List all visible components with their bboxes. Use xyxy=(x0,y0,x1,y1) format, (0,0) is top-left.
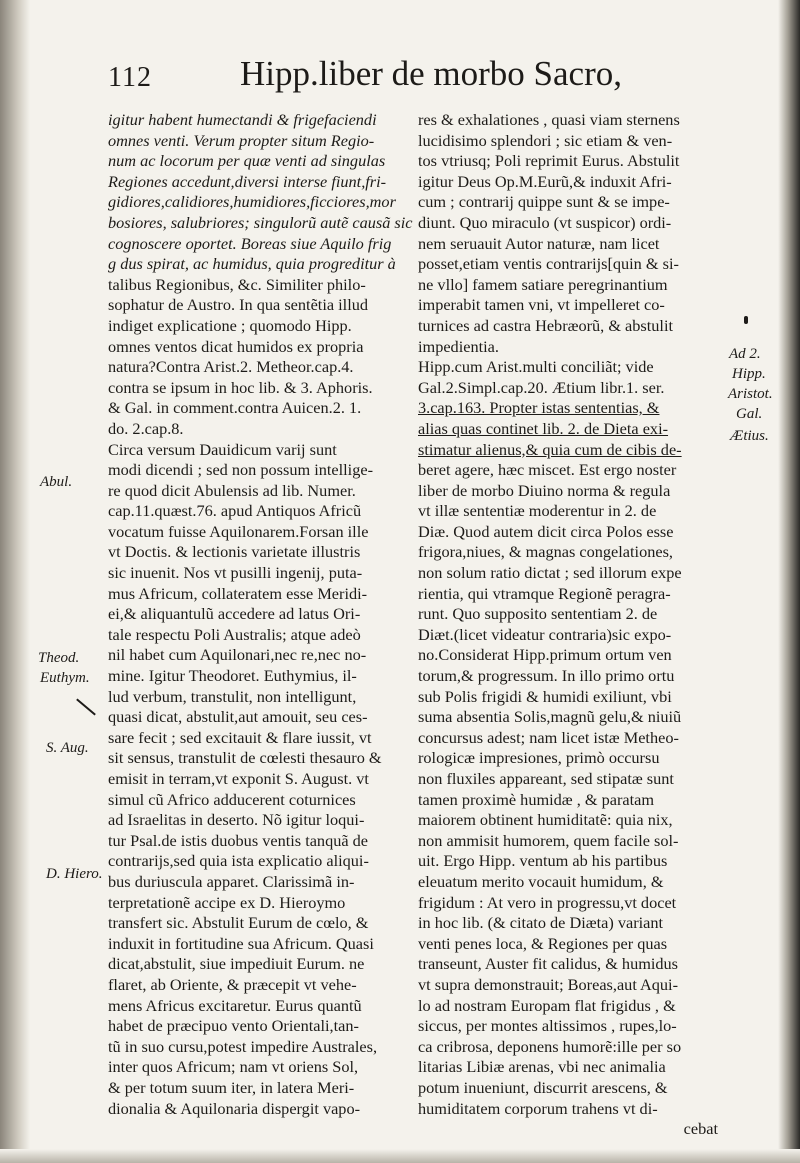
right-column-text-line: siccus, per montes altissimos , rupes,lo- xyxy=(418,1016,677,1036)
right-column-text-line: Diæ. Quod autem dicit circa Polos esse xyxy=(418,521,674,541)
left-column-text-line: nil habet cum Aquilonari,nec re,nec no- xyxy=(108,645,367,665)
margin-note-abul: Abul. xyxy=(40,474,73,490)
right-column-text-line: no.Considerat Hipp.primum ortum ven xyxy=(418,645,672,665)
left-column-text-line: & Gal. in comment.contra Auicen.2. 1. xyxy=(108,398,362,418)
right-column-text-line: turnices ad castra Hebræorũ, & abstulit xyxy=(418,315,673,335)
page-bottom-shadow xyxy=(0,1149,800,1163)
right-column-text-line: igitur Deus Op.M.Eurũ,& induxit Afri- xyxy=(418,171,672,191)
right-column-text-line: impedientia. xyxy=(418,336,499,356)
right-column-text-line: frigidum : At vero in progressu,vt docet xyxy=(418,892,677,912)
left-column-text-line: talibus Regionibus, &c. Similiter philo- xyxy=(108,274,366,294)
left-column-text-line: Regiones accedunt,diversi interse fiunt,fri- xyxy=(108,171,387,191)
right-column-text-line: transeunt, Auster fit calidus, & humidus xyxy=(418,954,679,974)
right-column-text-line: potum inueniunt, discurrit arescens, & xyxy=(418,1077,668,1097)
margin-note-hipp: Hipp. xyxy=(732,366,766,382)
right-column-text-line: torum,& progressum. In illo primo ortu xyxy=(418,666,675,686)
left-column-text-line: mine. Igitur Theodoret. Euthymius, il- xyxy=(108,666,357,686)
right-column-text-line: maiorem obtinent humiditatẽ: quia nix, xyxy=(418,810,673,830)
right-column-text-line: rientia, qui vtramque Regionẽ peragra- xyxy=(418,583,671,603)
right-column-text-line: runt. Quo supposito sententiam 2. de xyxy=(418,604,658,624)
left-column-text-line: num ac locorum per quæ venti ad singulas xyxy=(108,151,386,171)
right-column-text-line: concursus adest; nam licet istæ Metheo- xyxy=(418,727,679,747)
page-left-shadow xyxy=(0,0,30,1163)
right-column-text-line: non ammisit humorem, quem facile sol- xyxy=(418,830,679,850)
left-column-text-line: re quod dicit Abulensis ad lib. Numer. xyxy=(108,480,356,500)
right-column-text-line: res & exhalationes , quasi viam sternens xyxy=(418,110,680,129)
right-column-text-line: sub Polis frigidi & humidi exiliunt, vbi xyxy=(418,686,672,706)
right-column-text-line: lo ad nostram Europam flat frigidus , & xyxy=(418,995,676,1015)
left-column-text-line: dionalia & Aquilonaria dispergit vapo- xyxy=(108,1098,361,1118)
left-column-text-line: flaret, ab Oriente, & præcepit vt vehe- xyxy=(108,974,357,994)
left-column-text-line: tur Psal.de istis duobus ventis tanquã de xyxy=(108,830,369,850)
left-column-text-line: do. 2.cap.8. xyxy=(108,418,184,438)
left-column-text-line: gidiores,calidiores,humidiores,ficciores,mor xyxy=(108,192,396,212)
left-column-text-line: terpretationẽ accipe ex D. Hieroymo xyxy=(108,892,346,912)
running-title: Hipp.liber de morbo Sacro, xyxy=(240,54,622,93)
left-column-text-line: omnes venti. Verum propter situm Regio- xyxy=(108,130,375,150)
right-column-text-line: non fluxiles appareant, sed stipatæ sunt xyxy=(418,769,674,788)
margin-note-ad2: Ad 2. xyxy=(729,346,761,362)
right-column-text-line: tamen proximè humidæ , & paratam xyxy=(418,789,655,809)
right-column-text-line: tos vtriusq; Poli reprimit Eurus. Abstulit xyxy=(418,151,680,171)
margin-pen-stroke xyxy=(76,699,96,716)
right-column-text-line: alias quas continet lib. 2. de Dieta exi- xyxy=(418,418,669,438)
left-column-text-line: mens Africus excitaretur. Eurus quantũ xyxy=(108,995,362,1015)
left-column-text-line: lud verbum, transtulit, non intelligunt, xyxy=(108,686,357,706)
right-column-text-line: ca cribrosa, deponens humorẽ:ille per so xyxy=(418,1036,682,1056)
left-column-text-line: quasi dicat, abstulit,aut amouit, seu ces- xyxy=(108,707,368,727)
left-column-text-line: inter quos Africum; nam vt oriens Sol, xyxy=(108,1057,359,1077)
right-column-text-line: suma absentia Solis,magnũ gelu,& niuiũ xyxy=(418,707,682,727)
left-column-text-line: mus Africum, collateratem esse Meridi- xyxy=(108,583,368,603)
right-column-text-line: beret agere, hæc miscet. Est ergo noster xyxy=(418,460,677,480)
margin-note-aetius: Ætius. xyxy=(730,428,769,444)
right-column-text-line: uit. Ergo Hipp. ventum ab his partibus xyxy=(418,851,668,871)
left-column-text-line: sic inuenit. Nos vt pusilli ingenij, puta- xyxy=(108,563,363,583)
left-column-text-line: contra se ipsum in hoc lib. & 3. Aphoris. xyxy=(108,377,373,397)
left-column-text-line: ad Israelitas in deserto. Nõ igitur loqui- xyxy=(108,810,365,830)
page-number: 112 xyxy=(108,62,152,93)
right-column-text-line: stimatur alienus,& quia cum de cibis de- xyxy=(418,439,682,459)
right-text-column xyxy=(418,110,718,1140)
left-column-text-line: vocatum fuisse Aquilonarem.Forsan ille xyxy=(108,521,369,541)
left-column-text-line: & per totum suum iter, in latera Meri- xyxy=(108,1077,355,1097)
right-column-text-line: ne vllo] famem satiare peregrinantium xyxy=(418,274,668,294)
right-column-text-line: frigora,niues, & magnas congelationes, xyxy=(418,542,673,562)
left-column-text-line: habet de præcipuo vento Orientali,tan- xyxy=(108,1016,359,1036)
left-column-text-line: modi dicendi ; sed non possum intellige- xyxy=(108,460,373,480)
left-column-text-line: dicat,abstulit, siue impediuit Eurum. ne xyxy=(108,954,365,974)
left-column-text-line: bosiores, salubriores; singulorũ autẽ causã sic xyxy=(108,212,413,232)
left-text-column xyxy=(108,110,412,1119)
right-column-text-line: diunt. Quo miraculo (vt suspicor) ordi- xyxy=(418,212,672,232)
margin-note-aristot: Aristot. xyxy=(728,386,773,402)
left-column-text-line: sit sensus, transtulit de cœlesti thesauro & xyxy=(108,748,382,768)
right-column-text-line: imperabit tamen vni, vt impelleret co- xyxy=(418,295,665,315)
margin-ink-mark xyxy=(744,316,748,324)
margin-note-theod: Theod. xyxy=(38,650,80,666)
right-column-text-line: Diæt.(licet videatur contraria)sic expo- xyxy=(418,624,672,644)
right-column-text-line: cum ; contrarij quippe sunt & se impe- xyxy=(418,192,670,212)
right-column-text-line: non solum ratio dictat ; sed illorum expe xyxy=(418,563,682,583)
left-column-text-line: bus duriuscula apparet. Clarissimã in- xyxy=(108,871,355,891)
left-column-text-line: tũ in suo cursu,potest impedire Australes, xyxy=(108,1036,378,1056)
right-column-text-line: vt illæ sententiæ moderentur in 2. de xyxy=(418,501,657,521)
left-column-text-line: ei,& aliquantulũ accedere ad latus Ori- xyxy=(108,604,361,624)
left-column-text-line: simul cũ Africo adducerent coturnices xyxy=(108,789,356,809)
left-column-text-line: indiget explicatione ; quomodo Hipp. xyxy=(108,315,352,335)
right-column-text-line: nem seruauit Autor naturæ, nam licet xyxy=(418,233,660,253)
right-column-text-line: Gal.2.Simpl.cap.20. Ætium libr.1. ser. xyxy=(418,377,665,397)
left-column-text-line: contrarijs,sed quia ista explicatio aliqui- xyxy=(108,851,369,871)
left-column-text-line: sophatur de Austro. In qua sentẽtia illud xyxy=(108,295,368,315)
right-column-text-line: humiditatem corporum trahens vt di- xyxy=(418,1098,658,1118)
right-column-text-line: lucidisimo splendori ; sic etiam & ven- xyxy=(418,130,673,150)
right-column-text-line: 3.cap.163. Propter istas sententias, & xyxy=(418,398,660,418)
left-column-text-line: omnes ventos dicat humidos ex propria xyxy=(108,336,364,356)
left-column-text-line: natura?Contra Arist.2. Metheor.cap.4. xyxy=(108,357,354,377)
right-column-text-line: posset,etiam ventis contrarijs[quin & si- xyxy=(418,254,679,274)
right-column-text-line: venti penes loca, & Regiones per quas xyxy=(418,933,668,953)
right-column-text-line: eleuatum merito vocauit humidum, & xyxy=(418,871,664,891)
margin-note-aug: S. Aug. xyxy=(46,740,89,756)
right-column-text-line: vt supra demonstrauit; Boreas,aut Aqui- xyxy=(418,974,678,994)
margin-note-gal: Gal. xyxy=(736,406,763,422)
left-column-text-line: emisit in terram,vt exponit S. August. vt xyxy=(108,769,369,788)
left-column-text-line: cognoscere oportet. Boreas siue Aquilo frig xyxy=(108,233,392,253)
left-column-text-line: sare fecit ; sed excitauit & flare iussit, vt xyxy=(108,727,372,747)
left-column-text-line: vt Doctis. & lectionis varietate illustris xyxy=(108,542,361,562)
right-column-text-line: rologicæ impresiones, primò occursu xyxy=(418,748,660,768)
page-header xyxy=(108,52,768,102)
right-column-text-line: in hoc lib. (& citato de Diæta) variant xyxy=(418,913,664,933)
left-column-text-line: induxit in fortitudine sua Africum. Quasi xyxy=(108,933,374,953)
left-column-text-line: g dus spirat, ac humidus, quia progreditur à xyxy=(108,254,396,274)
margin-note-euthym: Euthym. xyxy=(40,670,90,686)
left-column-text-line: cap.11.quæst.76. apud Antiquos Africũ xyxy=(108,501,362,521)
right-column-text-line: Hipp.cum Arist.multi conciliãt; vide xyxy=(418,357,654,377)
right-column-text-line: liber de morbo Diuino norma & regula xyxy=(418,480,671,500)
page-right-shadow xyxy=(778,0,800,1163)
left-column-text-line: tale respectu Poli Australis; atque adeò xyxy=(108,624,361,644)
right-column-text-line: cebat xyxy=(683,1119,718,1139)
right-column-text-line: litarias Libiæ arenas, vbi nec animalia xyxy=(418,1057,666,1077)
left-column-text-line: transfert sic. Abstulit Eurum de cœlo, & xyxy=(108,913,369,933)
margin-note-hiero: D. Hiero. xyxy=(46,866,103,882)
left-column-text-line: Circa versum Dauidicum varij sunt xyxy=(108,439,337,459)
left-column-text-line: igitur habent humectandi & frigefaciendi xyxy=(108,110,377,129)
